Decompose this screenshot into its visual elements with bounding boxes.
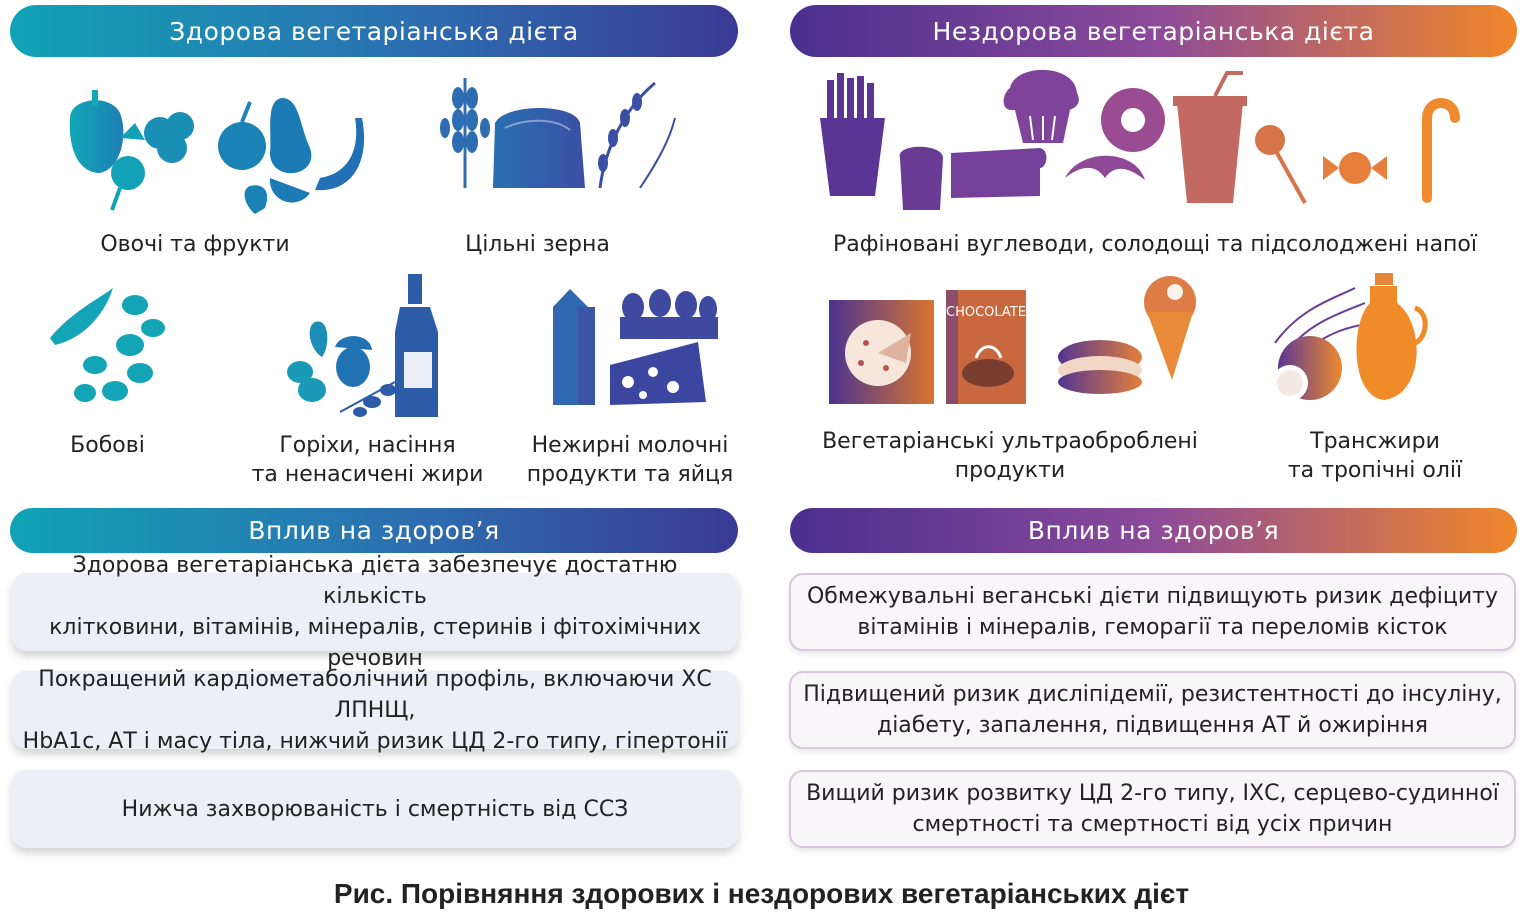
label-ultraprocessed-line1: Вегетаріанські ультраоброблені <box>822 429 1198 454</box>
healthy-impact-2-line1: Покращений кардіометаболічний профіль, включаючи ХС ЛПНЩ, <box>38 666 712 723</box>
label-dairy-line1: Нежирні молочні <box>531 433 729 458</box>
label-nuts-line2: та ненасичені жири <box>251 462 484 487</box>
label-whole-grains: Цільні зерна <box>465 232 610 257</box>
nuts-oil-icon <box>280 272 445 420</box>
cereal-box-text: CHOCOLATE <box>946 305 1026 320</box>
unhealthy-impact-box-2 <box>789 671 1516 749</box>
healthy-impact-box-1 <box>12 553 738 671</box>
unhealthy-impact-box-1 <box>789 573 1516 651</box>
healthy-impact-1-line2: клітковини, вітамінів, мінералів, стеринів і фітохімічних речовин <box>49 615 701 671</box>
label-dairy-line2: продукти та яйця <box>526 462 734 487</box>
label-refined-carbs: Рафіновані вуглеводи, солодощі та підсолоджені напої <box>832 232 1478 257</box>
unhealthy-impact-title: Вплив на здоров’я <box>1027 516 1280 545</box>
healthy-impact-box-2 <box>12 666 738 754</box>
vegetables-fruits-icon <box>60 78 370 218</box>
legumes-icon <box>45 283 175 413</box>
label-legumes: Бобові <box>70 433 145 458</box>
healthy-diet-title: Здорова вегетаріанська дієта <box>169 16 579 46</box>
whole-grains-icon <box>425 68 680 218</box>
unhealthy-impact-3-line1: Вищий ризик розвитку ЦД 2-го типу, ІХС, серцево-судинної <box>806 781 1499 806</box>
label-vegetables-fruits: Овочі та фрукти <box>100 232 290 257</box>
unhealthy-impact-banner <box>790 508 1517 553</box>
healthy-impact-banner <box>10 508 738 553</box>
unhealthy-impact-1-line1: Обмежувальні веганські дієти підвищують ризик дефіциту <box>806 584 1499 609</box>
healthy-impact-2-line2: HbA1c, АТ і масу тіла, нижчий ризик ЦД 2-го типу, гіпертонії <box>22 728 728 754</box>
dairy-eggs-icon <box>548 287 718 409</box>
label-transfats-line1: Трансжири <box>1310 429 1440 454</box>
sweets-refined-carbs-icon <box>815 68 1475 213</box>
healthy-impact-box-3 <box>12 770 738 848</box>
healthy-impact-1-line1: Здорова вегетаріанська дієта забезпечує достатню кількість <box>72 553 678 609</box>
unhealthy-impact-box-3 <box>789 770 1516 848</box>
unhealthy-impact-3-line2: смертності та смертності від усіх причин <box>912 812 1393 837</box>
label-ultraprocessed-line2: продукти <box>954 458 1066 483</box>
healthy-impact-title: Вплив на здоров’я <box>248 516 500 545</box>
label-nuts-line1: Горіхи, насіння <box>279 433 456 458</box>
cookie-icecream-icon <box>1050 272 1200 397</box>
unhealthy-impact-2-line1: Підвищений ризик дисліпідемії, резистентності до інсуліну, <box>803 682 1502 707</box>
healthy-impact-3-line1: Нижча захворюваність і смертність від ССЗ <box>121 796 629 822</box>
label-transfats-line2: та тропічні олії <box>1287 458 1463 483</box>
unhealthy-impact-1-line2: вітамінів і мінералів, геморагії та переломів кісток <box>857 615 1448 640</box>
unhealthy-diet-title: Нездорова вегетаріанська дієта <box>932 16 1375 46</box>
unhealthy-diet-banner <box>790 5 1517 57</box>
figure-caption: Рис. Порівняння здорових і нездорових вегетаріанських дієт <box>333 878 1190 909</box>
healthy-diet-banner <box>10 5 738 57</box>
unhealthy-impact-2-line2: діабету, запалення, підвищення АТ й ожиріння <box>876 713 1428 738</box>
tropical-oils-icon <box>1255 268 1430 405</box>
ultraprocessed-food-icon <box>826 288 1031 408</box>
